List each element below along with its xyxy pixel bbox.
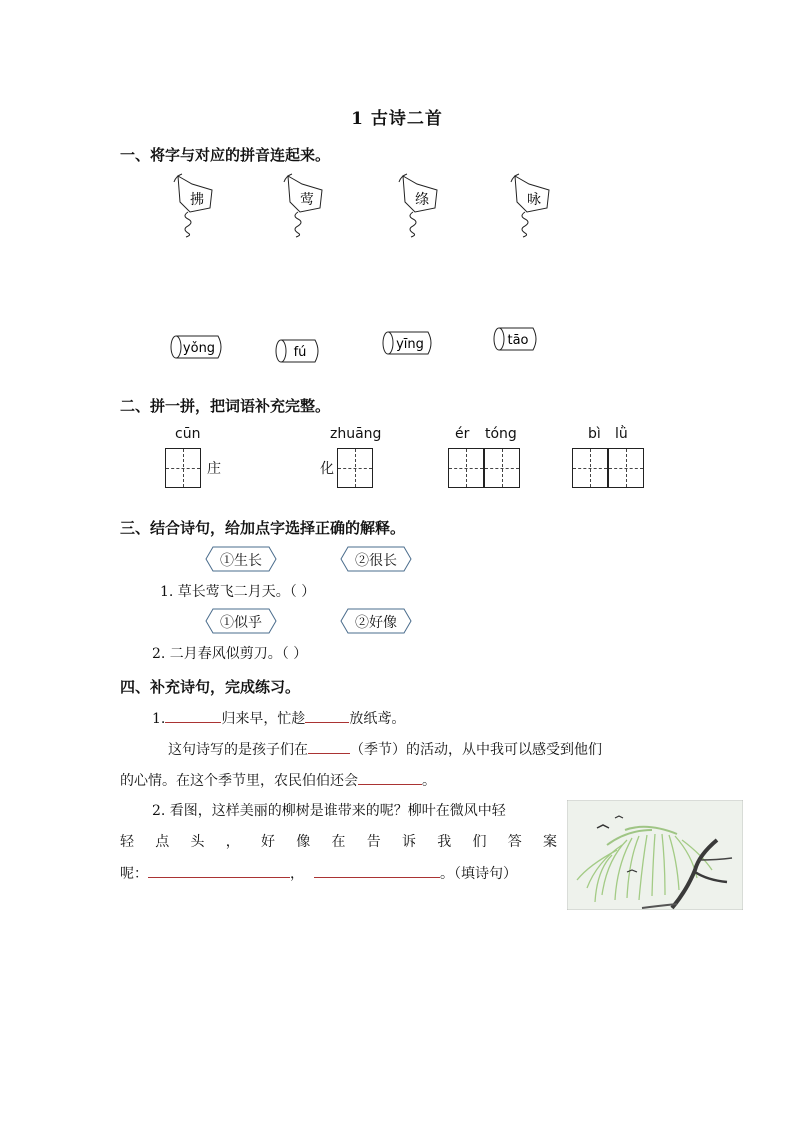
kite-label: 咏: [527, 192, 541, 208]
writing-box[interactable]: [448, 448, 484, 488]
kite-character[interactable]: [511, 174, 549, 237]
char: ，: [225, 834, 240, 850]
answer-blank[interactable]: [358, 769, 422, 785]
pinyin-scroll[interactable]: [171, 336, 221, 358]
char: 答: [507, 834, 522, 850]
kite-character[interactable]: [174, 174, 212, 237]
q1-line2: 这句诗写的是孩子们在 （季节）的活动，从中我可以感受到他们: [168, 738, 602, 759]
char: 在: [331, 834, 346, 850]
section2-heading: 二、拼一拼，把词语补充完整。: [120, 397, 331, 415]
answer-blank[interactable]: [305, 707, 349, 723]
pinyin-tong: tóng: [485, 426, 517, 442]
option-box[interactable]: [340, 608, 412, 634]
section4-heading: 四、补充诗句，完成练习。: [120, 678, 301, 696]
pinyin-bi: bì: [588, 426, 601, 442]
pinyin-zhuang: zhuāng: [330, 426, 382, 442]
scroll-group: [160, 322, 560, 367]
char: 案: [543, 834, 557, 850]
q2-line3: 呢： ， 。（填诗句）: [120, 862, 517, 883]
option-box[interactable]: [205, 546, 277, 572]
option-label: ①似乎: [220, 615, 262, 631]
option-label: ②很长: [355, 553, 397, 569]
answer-blank[interactable]: [165, 707, 221, 723]
char: 点: [155, 834, 170, 850]
kite-label: 莺: [300, 192, 314, 208]
q2-line2: [120, 831, 557, 851]
char: 诉: [402, 834, 416, 850]
char: 好: [261, 834, 275, 850]
pinyin-lv: lǜ: [615, 426, 628, 442]
scroll-label: fú: [293, 345, 307, 360]
char: 我: [437, 834, 452, 850]
word-suffix: 庄: [207, 461, 221, 477]
pinyin-scroll[interactable]: [383, 332, 431, 354]
kite-group: [150, 172, 590, 242]
writing-box[interactable]: [337, 448, 373, 488]
option-label: ②好像: [355, 615, 397, 631]
option-box[interactable]: [340, 546, 412, 572]
char: 轻: [120, 834, 134, 850]
page-title: 1 古诗二首: [351, 109, 443, 129]
scroll-label: tāo: [507, 333, 529, 348]
q1-line1: 1. 归来早，忙趁 放纸鸢。: [152, 707, 405, 728]
char: 们: [472, 834, 487, 850]
writing-box[interactable]: [484, 448, 520, 488]
scroll-label: yīng: [396, 337, 424, 352]
char: 头: [190, 834, 205, 850]
pinyin-cun: cūn: [175, 426, 201, 442]
word-prefix: 化: [320, 461, 334, 477]
question-text: 2. 二月春风似剪刀。（ ）: [152, 646, 308, 662]
writing-box[interactable]: [572, 448, 608, 488]
answer-blank[interactable]: [148, 862, 290, 878]
kite-character[interactable]: [284, 174, 322, 237]
kite-label: 绦: [415, 192, 429, 208]
section3-heading: 三、结合诗句，给加点字选择正确的解释。: [120, 519, 406, 537]
kite-label: 拂: [190, 192, 204, 208]
q1-line3: 的心情。在这个季节里，农民伯伯还会 。: [120, 769, 436, 790]
willow-picture: [567, 800, 743, 910]
scroll-label: yǒng: [182, 341, 216, 356]
char: 像: [296, 834, 311, 850]
option-label: ①生长: [220, 553, 262, 569]
pinyin-er: ér: [455, 426, 470, 442]
pinyin-scroll[interactable]: [276, 340, 318, 362]
section1-heading: 一、将字与对应的拼音连起来。: [120, 146, 331, 164]
answer-blank[interactable]: [314, 862, 440, 878]
kite-character[interactable]: [399, 174, 437, 237]
question-text: 1. 草长莺飞二月天。（ ）: [160, 584, 316, 600]
q2-line1: 2. 看图，这样美丽的柳树是谁带来的呢？柳叶在微风中轻: [152, 803, 506, 819]
answer-blank[interactable]: [308, 738, 350, 754]
pinyin-scroll[interactable]: [494, 328, 536, 350]
writing-box[interactable]: [608, 448, 644, 488]
writing-box[interactable]: [165, 448, 201, 488]
char: 告: [366, 834, 381, 850]
option-box[interactable]: [205, 608, 277, 634]
